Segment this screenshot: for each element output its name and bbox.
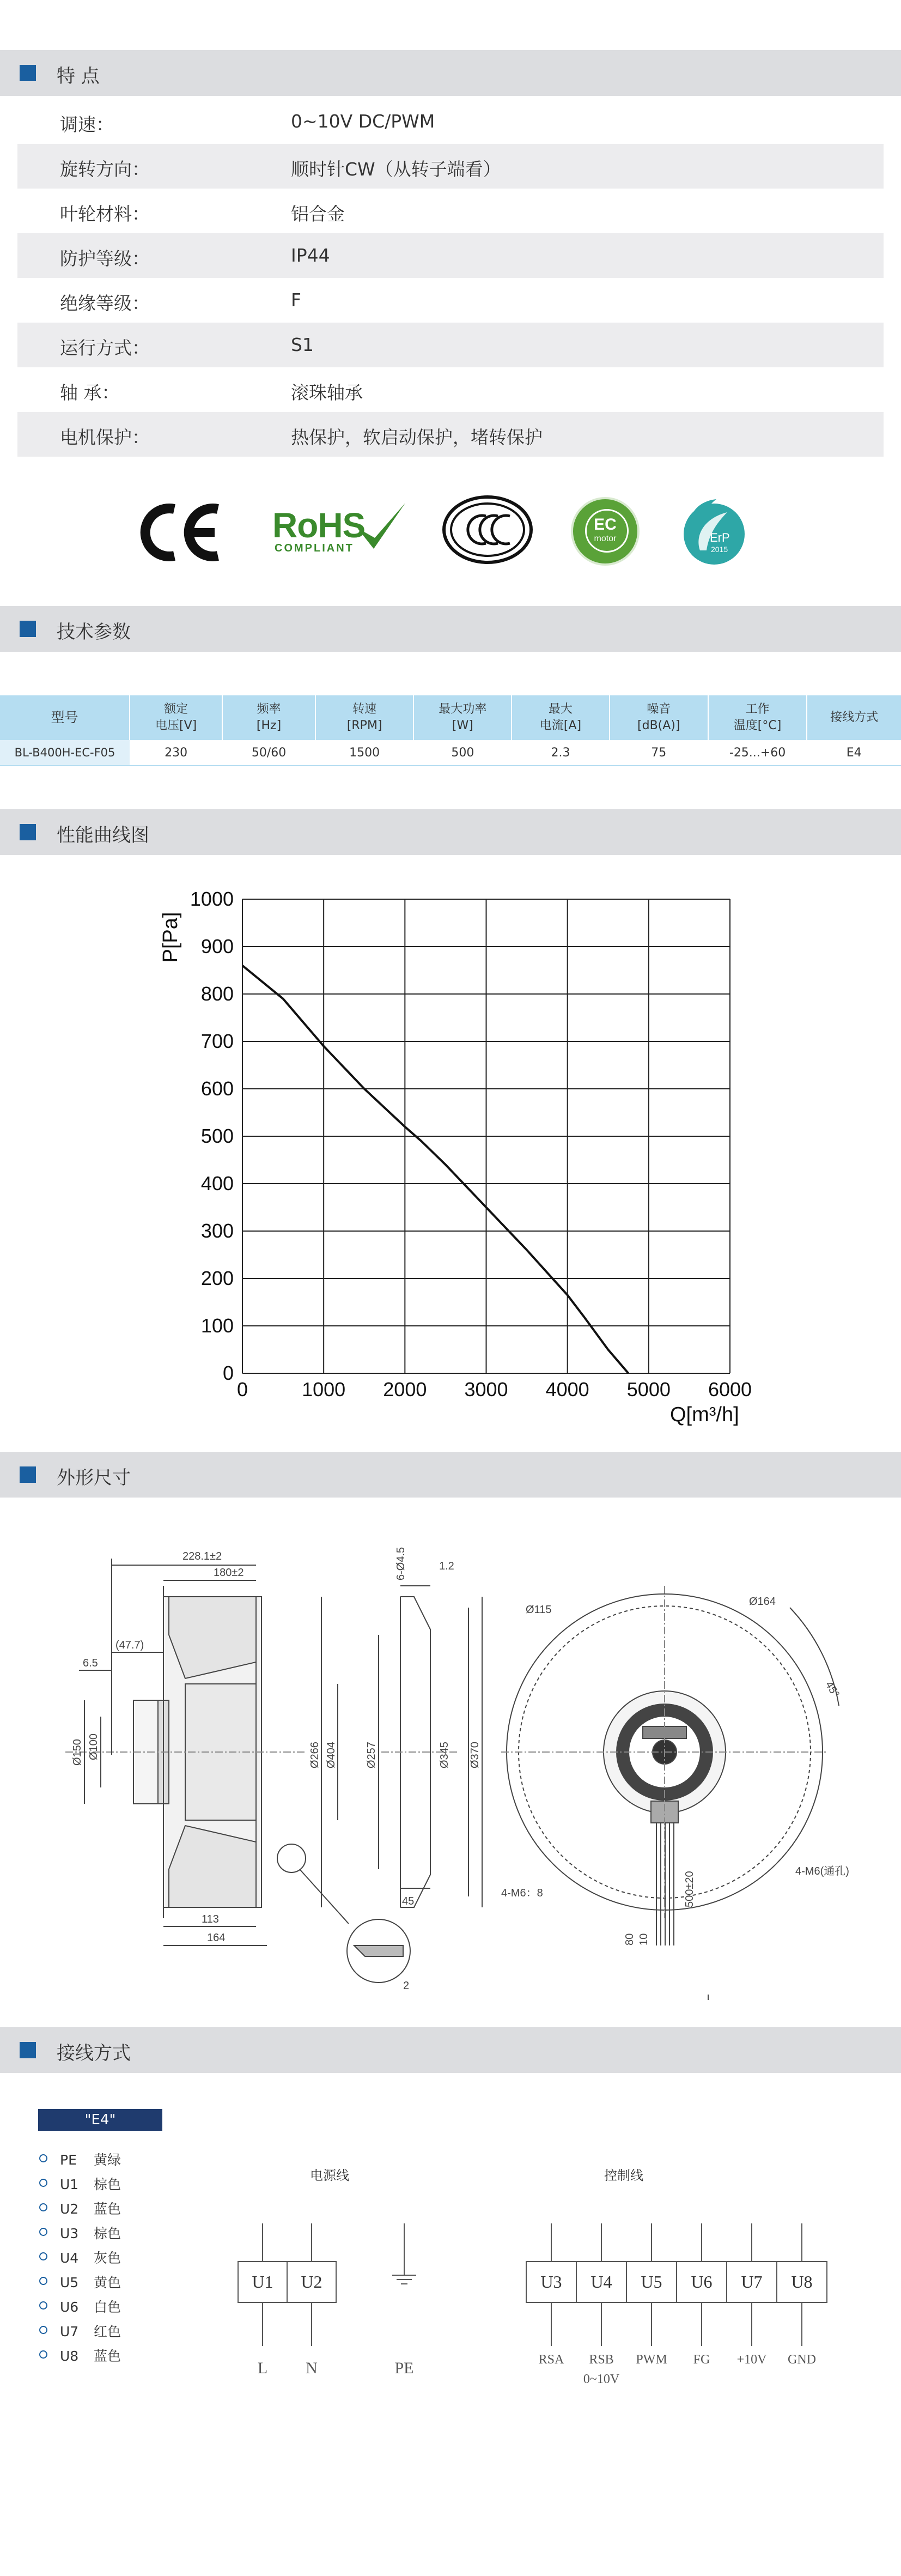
dim-label: Ø115 [526, 1604, 552, 1616]
x-axis-label: Q[m³/h] [670, 1403, 739, 1426]
feature-label: 防护等级： [60, 248, 150, 269]
y-tick-label: 700 [200, 1030, 234, 1052]
legend-color: 棕色 [94, 2177, 121, 2192]
feature-row [17, 189, 884, 233]
dim-label: 2 [403, 1980, 410, 1992]
dim-label: Ø257 [366, 1742, 378, 1768]
wire-label: RSA [538, 2353, 564, 2367]
legend-color: 黄色 [94, 2275, 121, 2290]
terminal-label: U4 [590, 2272, 612, 2292]
feature-value: F [291, 289, 301, 311]
y-tick-label: 0 [222, 1362, 234, 1384]
ccc-logo [441, 494, 534, 565]
dim-label: 4-M6：8 [501, 1887, 543, 1899]
dims-header [0, 1452, 901, 1498]
wiring-header [0, 2027, 901, 2073]
dim-label: 6.5 [83, 1657, 98, 1669]
feature-value: 铝合金 [291, 203, 345, 225]
dim-label: 10 [638, 1933, 650, 1945]
performance-chart [0, 872, 901, 1450]
y-tick-label: 800 [200, 983, 234, 1005]
feature-row [17, 144, 884, 189]
wire-label: L [257, 2359, 268, 2377]
legend-color: 蓝色 [94, 2201, 121, 2217]
legend-color: 红色 [94, 2324, 121, 2339]
wire-label: +10V [736, 2353, 767, 2367]
terminal-label: U5 [641, 2272, 662, 2292]
wire-label: PE [394, 2359, 414, 2377]
y-tick-label: 300 [200, 1220, 234, 1242]
terminal-label: U7 [741, 2272, 763, 2292]
dim-label: 45° [823, 1679, 842, 1700]
table-cell: 500 [413, 740, 512, 766]
x-tick-label: 4000 [545, 1378, 589, 1401]
feature-value: 滚珠轴承 [291, 382, 363, 403]
table-cell: BL-B400H-EC-F05 [0, 740, 130, 766]
table-cell: E4 [807, 740, 901, 766]
legend-code: U1 [60, 2177, 79, 2192]
curve-header [0, 809, 901, 855]
section-title: 接线方式 [57, 2042, 131, 2064]
wiring-legend-title: "E4" [38, 2109, 162, 2131]
y-tick-label: 100 [200, 1314, 234, 1337]
dim-label: 180±2 [214, 1567, 244, 1579]
x-tick-label: 1000 [302, 1378, 346, 1401]
legend-code: U5 [60, 2275, 79, 2290]
terminal-label: U8 [791, 2272, 813, 2292]
spec-table [0, 695, 901, 766]
features-header [0, 50, 901, 96]
dim-label: 113 [202, 1913, 219, 1925]
feature-label: 轴 承： [60, 382, 120, 403]
x-tick-label: 2000 [383, 1378, 427, 1401]
table-cell: 2.3 [512, 740, 610, 766]
legend-code: U8 [60, 2348, 79, 2364]
dim-label: 6-Ø4.5 [395, 1547, 407, 1580]
legend-color: 蓝色 [94, 2348, 121, 2364]
feature-row [17, 99, 884, 144]
table-cell: 230 [130, 740, 222, 766]
y-tick-label: 900 [200, 935, 234, 957]
wiring-diagram [0, 2153, 901, 2414]
x-tick-label: 5000 [626, 1378, 671, 1401]
terminal-label: U3 [540, 2272, 562, 2292]
section-marker [20, 1466, 36, 1483]
wire-label: FG [693, 2353, 710, 2367]
wire-label: GND [788, 2353, 816, 2367]
feature-value: S1 [291, 334, 314, 355]
erp-logo: ErP 2015 [678, 496, 749, 567]
dim-label: 500±20 [684, 1871, 696, 1907]
terminal-label: U2 [301, 2272, 322, 2292]
section-marker [20, 2042, 36, 2058]
ec-motor-logo: EC motor [571, 497, 640, 566]
feature-value: IP44 [291, 245, 330, 266]
x-tick-label: 0 [236, 1378, 248, 1401]
y-tick-label: 1000 [190, 888, 234, 910]
legend-color: 黄绿 [94, 2152, 121, 2168]
feature-row [17, 278, 884, 323]
dim-label: 80 [624, 1933, 636, 1945]
y-axis-label: P[Pa] [159, 912, 182, 963]
dim-label: 164 [207, 1932, 226, 1944]
legend-color: 白色 [94, 2299, 121, 2315]
dim-label: 228.1±2 [182, 1550, 222, 1562]
section-marker [20, 824, 36, 840]
front-view [501, 1586, 839, 2000]
table-cell: -25...+60 [708, 740, 807, 766]
feature-row [17, 367, 884, 412]
table-header: 接线方式 [807, 695, 901, 740]
table-header: 最大 电流[A] [512, 695, 610, 740]
wire-note: 0~10V [583, 2372, 620, 2386]
dim-label: Ø370 [469, 1742, 481, 1768]
x-tick-label: 6000 [708, 1378, 752, 1401]
table-header: 额定 电压[V] [130, 695, 222, 740]
legend-code: PE [60, 2152, 77, 2168]
y-tick-label: 600 [200, 1077, 234, 1100]
feature-value: 顺时针CW（从转子端看） [291, 159, 501, 180]
ce-logo [136, 497, 229, 568]
wire-label: PWM [636, 2353, 667, 2367]
dimension-drawing [0, 1526, 901, 2016]
y-tick-label: 500 [200, 1125, 234, 1147]
section-title: 性能曲线图 [57, 825, 149, 846]
feature-value: 0~10V DC/PWM [291, 111, 435, 132]
table-header: 最大功率 [W] [413, 695, 512, 740]
series-line [242, 966, 629, 1373]
table-header: 噪音 [dB(A)] [610, 695, 708, 740]
section-title: 外形尺寸 [57, 1467, 131, 1489]
wire-label: N [306, 2359, 318, 2377]
y-tick-label: 400 [200, 1172, 234, 1195]
table-header: 转速 [RPM] [315, 695, 414, 740]
table-header: 频率 [Hz] [222, 695, 315, 740]
terminal-label: U1 [252, 2272, 273, 2292]
plate-section [379, 1586, 482, 1907]
wire-label: RSB [589, 2353, 614, 2367]
dim-label: 4-M6(通孔) [795, 1865, 849, 1877]
feature-label: 绝缘等级： [60, 293, 150, 314]
dim-label: Ø404 [325, 1742, 337, 1768]
feature-label: 电机保护： [60, 427, 150, 448]
table-header: 型号 [0, 695, 130, 740]
table-cell: 50/60 [222, 740, 315, 766]
terminal-label: U6 [691, 2272, 713, 2292]
tech-header [0, 606, 901, 652]
section-marker [20, 65, 36, 81]
section-title: 技术参数 [57, 621, 131, 643]
y-tick-label: 200 [200, 1267, 234, 1289]
table-header: 工作 温度[°C] [708, 695, 807, 740]
side-view [65, 1559, 410, 1983]
feature-label: 叶轮材料： [60, 203, 150, 225]
section-title: 特 点 [57, 65, 100, 87]
legend-code: U4 [60, 2250, 79, 2266]
dim-label: 1.2 [439, 1560, 454, 1572]
feature-label: 运行方式： [60, 337, 150, 359]
legend-color: 灰色 [94, 2250, 121, 2266]
legend-code: U3 [60, 2226, 79, 2241]
dim-label: (47.7) [115, 1639, 144, 1651]
feature-label: 调速： [60, 114, 114, 135]
legend-code: U7 [60, 2324, 79, 2339]
power-title: 电源线 [310, 2168, 349, 2183]
table-cell: 75 [610, 740, 708, 766]
feature-row [17, 323, 884, 367]
rohs-logo: RoHS COMPLIANT [271, 504, 413, 559]
feature-row [17, 412, 884, 457]
control-title: 控制线 [604, 2168, 643, 2183]
legend-color: 棕色 [94, 2226, 121, 2241]
dim-label: Ø150 [71, 1739, 83, 1766]
legend-code: U2 [60, 2201, 79, 2217]
dim-label: Ø266 [309, 1742, 321, 1768]
feature-label: 旋转方向： [60, 159, 150, 180]
feature-value: 热保护，软启动保护，堵转保护 [291, 427, 543, 448]
section-marker [20, 621, 36, 637]
table-cell: 1500 [315, 740, 414, 766]
legend-code: U6 [60, 2299, 79, 2315]
dim-label: Ø345 [439, 1742, 450, 1768]
feature-row [17, 233, 884, 278]
checkmark-icon [353, 500, 407, 554]
dim-label: Ø164 [749, 1596, 776, 1608]
x-tick-label: 3000 [464, 1378, 508, 1401]
dim-label: 45 [402, 1895, 415, 1907]
dim-label: Ø100 [88, 1734, 100, 1760]
